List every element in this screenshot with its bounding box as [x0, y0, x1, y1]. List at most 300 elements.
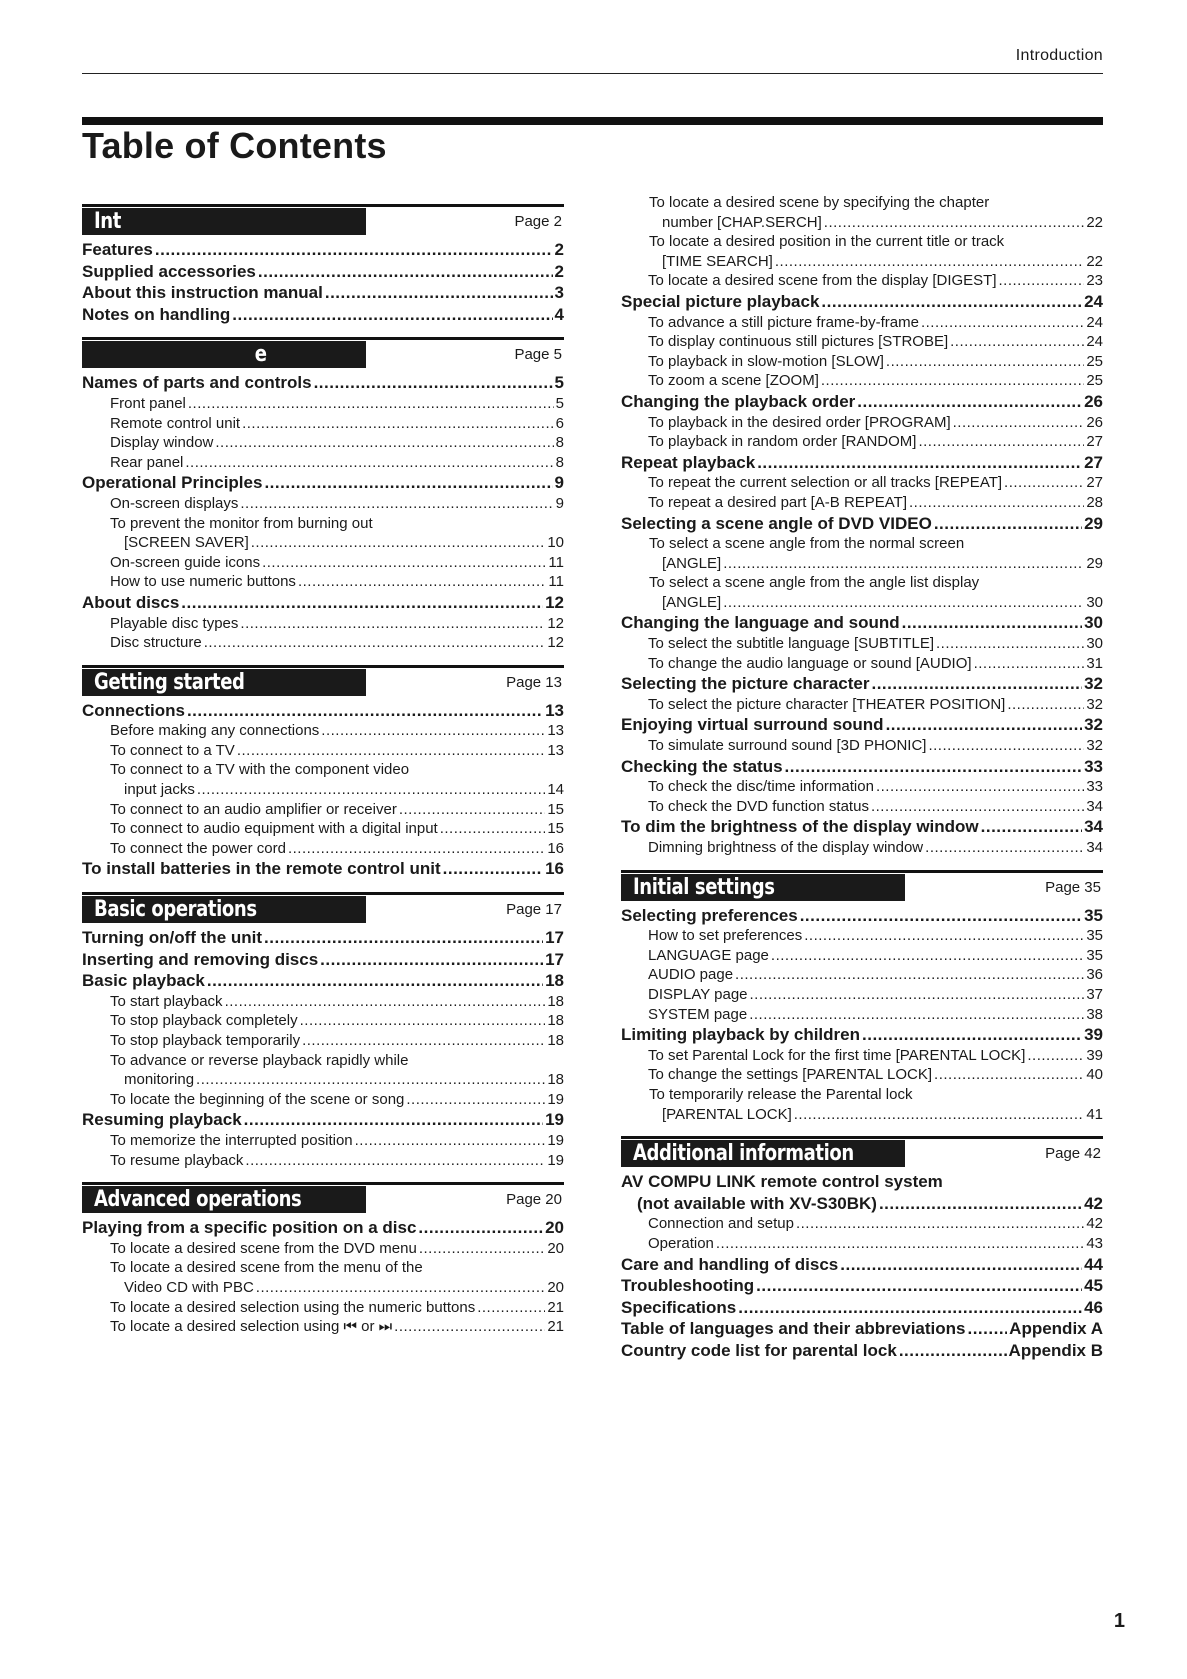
- dot-leader: [775, 252, 1084, 272]
- toc-page-ref: 38: [1086, 1005, 1103, 1023]
- toc-entry-title: To stop playback completely: [110, 1012, 298, 1030]
- toc-page-ref: 44: [1084, 1254, 1103, 1274]
- toc-entry-title: To check the disc/time information: [648, 778, 874, 796]
- section-page-label: Page 2: [514, 213, 562, 230]
- toc-entry-title: To playback in slow-motion [SLOW]: [648, 352, 884, 370]
- toc-page-ref: 24: [1084, 291, 1103, 311]
- dot-leader: [899, 1340, 1007, 1362]
- toc-entry-to-locate-a-desired-scene-by-specifying-[interactable]: [621, 213, 1103, 233]
- toc-entry-system-page[interactable]: [621, 1005, 1103, 1025]
- toc-page-ref: 36: [1086, 966, 1103, 984]
- toc-entry-to-check-the-dvd-function-status[interactable]: [621, 797, 1103, 817]
- dot-leader: [187, 700, 543, 722]
- section-page-label: Page 20: [506, 1191, 562, 1209]
- toc-entry-title: To dim the brightness of the display window: [621, 817, 979, 837]
- toc-entry-title: To connect the power cord: [110, 839, 286, 857]
- toc-entry-to-advance-or-reverse-playback-rapidly-w[interactable]: [82, 1070, 564, 1090]
- toc-entry-to-locate-a-desired-scene-from-the-menu-[interactable]: [82, 1278, 564, 1298]
- toc-entry-connections[interactable]: [82, 700, 564, 722]
- toc-entry-on-screen-guide-icons[interactable]: [82, 553, 564, 573]
- toc-entry-line: To advance or reverse playback rapidly while: [110, 1051, 409, 1069]
- toc-page-ref: 30: [1086, 593, 1103, 611]
- toc-entry-repeat-playback[interactable]: [621, 452, 1103, 474]
- toc-entry-how-to-set-preferences[interactable]: [621, 926, 1103, 946]
- dot-leader: [288, 839, 545, 859]
- toc-entry-to-stop-playback-temporarily[interactable]: [82, 1031, 564, 1051]
- toc-entry-title: To change the settings [PARENTAL LOCK]: [648, 1066, 933, 1084]
- toc-entry-title: To repeat the current selection or all tracks [REPEAT]: [648, 474, 1003, 492]
- toc-page-ref: 32: [1084, 674, 1103, 694]
- toc-entry-enjoying-virtual-surround-sound[interactable]: [621, 714, 1103, 736]
- toc-entry-to-playback-in-random-order-random[interactable]: [621, 432, 1103, 452]
- toc-entry-on-screen-displays[interactable]: [82, 494, 564, 514]
- toc-entry-remote-control-unit[interactable]: [82, 414, 564, 434]
- dot-leader: [321, 721, 545, 741]
- section-header: [621, 1136, 1103, 1169]
- toc-page-ref: 39: [1086, 1046, 1103, 1064]
- toc-entry-features[interactable]: [82, 239, 564, 261]
- toc-page-ref: 27: [1084, 452, 1103, 472]
- toc-entry-supplied-accessories[interactable]: [82, 261, 564, 283]
- toc-entry-to-connect-to-a-tv-with-the-component-vi[interactable]: [82, 780, 564, 800]
- dot-leader: [443, 858, 543, 880]
- section-heading-band: [82, 896, 366, 923]
- toc-page-ref: 11: [548, 553, 564, 571]
- toc-entry-playable-disc-types[interactable]: [82, 614, 564, 634]
- toc-entry-operation[interactable]: [621, 1234, 1103, 1254]
- toc-page-ref: 19: [547, 1131, 564, 1149]
- toc-entry-to-connect-to-a-tv[interactable]: [82, 741, 564, 761]
- toc-entry-to-dim-the-brightness-of-the-display-win[interactable]: [621, 816, 1103, 838]
- toc-entry-inserting-and-removing-discs[interactable]: [82, 949, 564, 971]
- toc-entry-title: Country code list for parental lock: [621, 1340, 897, 1360]
- toc-entry-playing-from-a-specific-position-on-a-di[interactable]: [82, 1217, 564, 1239]
- dot-leader: [256, 1278, 546, 1298]
- dot-leader: [840, 1254, 1082, 1276]
- toc-entry-title: Remote control unit: [110, 414, 241, 432]
- toc-entry-notes-on-handling[interactable]: [82, 304, 564, 326]
- toc-page-ref: 12: [547, 614, 564, 632]
- dot-leader: [1007, 695, 1084, 715]
- toc-page-ref: 18: [547, 992, 564, 1010]
- dot-leader: [735, 965, 1084, 985]
- toc-page-ref: 20: [547, 1239, 564, 1257]
- dot-leader: [207, 970, 543, 992]
- toc-page-ref: 35: [1086, 927, 1103, 945]
- toc-page-ref: 27: [1086, 474, 1103, 492]
- dot-leader: [258, 261, 553, 283]
- toc-entry-to-locate-a-desired-selection-using-the-[interactable]: [82, 1298, 564, 1318]
- toc-entry-changing-the-playback-order[interactable]: [621, 391, 1103, 413]
- toc-entry-before-making-any-connections[interactable]: [82, 721, 564, 741]
- toc-entry-title: To change the audio language or sound [AUDIO]: [648, 654, 972, 672]
- toc-entry-country-code-list-for-parental-lock[interactable]: [621, 1340, 1103, 1362]
- toc-entry-line: AV COMPU LINK remote control system: [621, 1172, 943, 1192]
- toc-entry-to-zoom-a-scene-zoom[interactable]: [621, 371, 1103, 391]
- dot-leader: [999, 271, 1085, 291]
- dot-leader: [196, 1070, 545, 1090]
- toc-page-ref: 3: [554, 283, 564, 303]
- dot-leader: [242, 414, 554, 434]
- title-bar: [82, 117, 1103, 125]
- toc-entry-front-panel[interactable]: [82, 394, 564, 414]
- toc-entry-about-discs[interactable]: [82, 592, 564, 614]
- toc-entry-line: To temporarily release the Parental lock: [649, 1085, 913, 1103]
- toc-entry-title: monitoring: [124, 1071, 195, 1089]
- toc-entry-title: Selecting the picture character: [621, 674, 870, 694]
- dot-leader: [934, 1065, 1084, 1085]
- toc-entry-title: Care and handling of discs: [621, 1254, 839, 1274]
- dot-leader: [1004, 473, 1084, 493]
- toc-entry-to-select-a-scene-angle-from-the-normal-[interactable]: [621, 554, 1103, 574]
- dot-leader: [871, 797, 1084, 817]
- toc-entry-title: Special picture playback: [621, 291, 820, 311]
- dot-leader: [716, 1234, 1084, 1254]
- toc-page-ref: 39: [1084, 1025, 1103, 1045]
- dot-leader: [936, 634, 1084, 654]
- toc-entry-basic-playback[interactable]: [82, 970, 564, 992]
- dot-leader: [756, 1275, 1082, 1297]
- dot-leader: [300, 1011, 546, 1031]
- toc-page-ref: Appendix A: [1009, 1319, 1103, 1339]
- toc-entry-title: LANGUAGE page: [648, 946, 769, 964]
- dot-leader: [204, 633, 546, 653]
- section-heading: Basic operations: [94, 897, 257, 923]
- section-heading-band: [621, 1140, 905, 1167]
- toc-page-ref: 42: [1086, 1215, 1103, 1233]
- page-title: Table of Contents: [82, 125, 387, 166]
- toc-entry-title: Selecting preferences: [621, 905, 798, 925]
- toc-entry-selecting-a-scene-angle-of-dvd-video[interactable]: [621, 513, 1103, 535]
- toc-entry-to-install-batteries-in-the-remote-contr[interactable]: [82, 858, 564, 880]
- toc-entry-title: Specifications: [621, 1297, 737, 1317]
- toc-entry-turning-on-off-the-unit[interactable]: [82, 927, 564, 949]
- toc-entry-connection-and-setup[interactable]: [621, 1214, 1103, 1234]
- dot-leader: [876, 777, 1084, 797]
- toc-entry-title: Operation: [648, 1234, 714, 1252]
- toc-entry-title: Selecting a scene angle of DVD VIDEO: [621, 513, 932, 533]
- section-page-label: Page 13: [506, 673, 562, 691]
- toc-entry-changing-the-language-and-sound[interactable]: [621, 612, 1103, 634]
- dot-leader: [262, 553, 546, 573]
- section-header: [82, 1182, 564, 1215]
- toc-entry-title: [ANGLE]: [662, 593, 722, 611]
- toc-entry-title: Resuming playback: [82, 1110, 242, 1130]
- toc-entry-title: Features: [82, 240, 153, 259]
- toc-page-ref: 2: [554, 240, 564, 259]
- toc-page-ref: 33: [1086, 778, 1103, 796]
- dot-leader: [749, 1005, 1084, 1025]
- dot-leader: [215, 433, 553, 453]
- toc-entry-title: (not available with XV-S30BK): [637, 1193, 877, 1213]
- dot-leader: [188, 394, 554, 414]
- toc-entry-to-connect-to-an-audio-amplifier-or-rece[interactable]: [82, 800, 564, 820]
- toc-entry-title: To display continuous still pictures [STROBE]: [648, 333, 949, 351]
- dot-leader: [181, 592, 543, 614]
- toc-entry-title: Playable disc types: [110, 614, 239, 632]
- toc-entry-title: To playback in the desired order [PROGRAM]: [648, 413, 951, 431]
- dot-leader: [862, 1024, 1082, 1046]
- toc-entry-special-picture-playback[interactable]: [621, 291, 1103, 313]
- toc-entry-title: To locate a desired scene from the display [DIGEST]: [648, 272, 997, 290]
- toc-entry-title: To repeat a desired part [A-B REPEAT]: [648, 493, 908, 511]
- toc-section-continued: [621, 193, 1103, 858]
- dot-leader: [237, 741, 546, 761]
- toc-entry-title: To simulate surround sound [3D PHONIC]: [648, 737, 927, 755]
- section-heading-band: [82, 208, 366, 235]
- toc-entry-title: AUDIO page: [648, 966, 734, 984]
- dot-leader: [355, 1131, 546, 1151]
- dot-leader: [723, 593, 1084, 613]
- section-page-label: Page 42: [1045, 1145, 1101, 1163]
- section-heading: Advanced operations: [94, 1187, 302, 1213]
- toc-entry-title: To select the subtitle language [SUBTITLE]: [648, 635, 934, 653]
- toc-page-ref: 5: [554, 373, 564, 393]
- toc-entry-care-and-handling-of-discs[interactable]: [621, 1254, 1103, 1276]
- section-heading: e: [254, 342, 267, 368]
- dot-leader: [240, 494, 553, 514]
- toc-page-ref: 15: [547, 820, 564, 838]
- toc-page-ref: 12: [547, 634, 564, 652]
- toc-page-ref: 27: [1086, 433, 1103, 451]
- toc-entry-to-select-a-scene-angle-from-the-angle-l[interactable]: [621, 593, 1103, 613]
- toc-entry-title: To set Parental Lock for the first time [PARENTAL LOCK]: [648, 1046, 1026, 1064]
- toc-entry-to-locate-the-beginning-of-the-scene-or-[interactable]: [82, 1090, 564, 1110]
- section-heading-band: [82, 341, 366, 368]
- dot-leader: [928, 736, 1084, 756]
- dot-leader: [245, 1151, 545, 1171]
- toc-entry-to-resume-playback[interactable]: [82, 1151, 564, 1171]
- toc-entry-line: To prevent the monitor from burning out: [110, 514, 373, 532]
- toc-entry-to-temporarily-release-the-parental-lock[interactable]: [621, 1105, 1103, 1125]
- toc-entry-checking-the-status[interactable]: [621, 756, 1103, 778]
- toc-page-ref: 29: [1086, 554, 1103, 572]
- toc-entry-to-repeat-the-current-selection-or-all-t[interactable]: [621, 473, 1103, 493]
- toc-page-ref: 8: [555, 453, 564, 471]
- dot-leader: [918, 432, 1084, 452]
- toc-section-e: [82, 337, 564, 652]
- dot-leader: [925, 838, 1084, 858]
- toc-entry-to-check-the-disc-time-information[interactable]: [621, 777, 1103, 797]
- dot-leader: [232, 304, 552, 326]
- dot-leader: [800, 905, 1082, 927]
- toc-entry-title: How to set preferences: [648, 927, 803, 945]
- toc-page-ref: 43: [1086, 1234, 1103, 1252]
- toc-entry-to-set-parental-lock-for-the-first-time-[interactable]: [621, 1046, 1103, 1066]
- dot-leader: [419, 1239, 545, 1259]
- section-page-label: Page 17: [506, 901, 562, 919]
- toc-entry-dimning-brightness-of-the-display-window[interactable]: [621, 838, 1103, 858]
- toc-entry-to-select-the-subtitle-language-subtitle[interactable]: [621, 634, 1103, 654]
- toc-page-ref: 9: [555, 494, 564, 512]
- toc-entry-to-stop-playback-completely[interactable]: [82, 1011, 564, 1031]
- toc-page-ref: 24: [1086, 333, 1103, 351]
- dot-leader: [909, 493, 1084, 513]
- toc-left-column: [82, 204, 564, 1349]
- toc-entry-how-to-use-numeric-buttons[interactable]: [82, 572, 564, 592]
- toc-entry-title: [SCREEN SAVER]: [124, 534, 249, 552]
- toc-entry-title: Repeat playback: [621, 452, 756, 472]
- toc-entry-to-connect-the-power-cord[interactable]: [82, 839, 564, 859]
- toc-entry-title: Connection and setup: [648, 1215, 794, 1233]
- toc-page-ref: 23: [1086, 272, 1103, 290]
- toc-entry-to-locate-a-desired-scene-from-the-dvd-m[interactable]: [82, 1239, 564, 1259]
- toc-page-ref: 10: [547, 534, 564, 552]
- dot-leader: [302, 1031, 545, 1051]
- toc-entry-to-simulate-surround-sound-3d-phonic[interactable]: [621, 736, 1103, 756]
- toc-entry-resuming-playback[interactable]: [82, 1109, 564, 1131]
- toc-entry-disc-structure[interactable]: [82, 633, 564, 653]
- dot-leader: [314, 372, 553, 394]
- toc-page-ref: 25: [1086, 372, 1103, 390]
- toc-entry-to-playback-in-slow-motion-slow[interactable]: [621, 352, 1103, 372]
- toc-page-ref: 17: [545, 928, 564, 948]
- toc-entry-display-window[interactable]: [82, 433, 564, 453]
- toc-entry-title: To start playback: [110, 992, 223, 1010]
- dot-leader: [794, 1105, 1085, 1125]
- section-heading: Getting started: [94, 669, 245, 695]
- toc-entry-title: Display window: [110, 434, 214, 452]
- dot-leader: [394, 1317, 545, 1337]
- toc-section-int: [82, 204, 564, 325]
- toc-entry-selecting-the-picture-character[interactable]: [621, 673, 1103, 695]
- toc-page-ref: 22: [1086, 252, 1103, 270]
- toc-entry-title: About this instruction manual: [82, 283, 323, 303]
- dot-leader: [225, 992, 546, 1012]
- toc-entry-to-start-playback[interactable]: [82, 992, 564, 1012]
- toc-entry-to-advance-a-still-picture-frame-by-fram[interactable]: [621, 313, 1103, 333]
- toc-entry-title: Operational Principles: [82, 473, 263, 493]
- toc-page-ref: 30: [1084, 613, 1103, 633]
- dot-leader: [757, 452, 1082, 474]
- toc-entry-limiting-playback-by-children[interactable]: [621, 1024, 1103, 1046]
- dot-leader: [320, 949, 543, 971]
- toc-page-ref: 18: [547, 1012, 564, 1030]
- toc-page-ref: 18: [545, 971, 564, 991]
- toc-entry-to-change-the-settings-parental-lock[interactable]: [621, 1065, 1103, 1085]
- toc-entry-title: To connect to an audio amplifier or receiver: [110, 800, 397, 818]
- toc-entry-to-select-the-picture-character-theater-[interactable]: [621, 695, 1103, 715]
- dot-leader: [871, 673, 1082, 695]
- toc-entry-title: Before making any connections: [110, 722, 320, 740]
- toc-entry-display-page[interactable]: [621, 985, 1103, 1005]
- toc-entry-title: To locate a desired selection using the numeric buttons: [110, 1298, 476, 1316]
- toc-page-ref: 4: [554, 304, 564, 324]
- toc-entry-title: Table of languages and their abbreviations: [621, 1319, 966, 1339]
- toc-page-ref: 16: [547, 839, 564, 857]
- toc-page-ref: 35: [1084, 905, 1103, 925]
- toc-entry-to-locate-a-desired-position-in-the-curr[interactable]: [621, 252, 1103, 272]
- toc-entry-title: Disc structure: [110, 634, 202, 652]
- toc-entry-to-locate-a-desired-scene-from-the-displ[interactable]: [621, 271, 1103, 291]
- toc-entry-title: Notes on handling: [82, 304, 231, 324]
- toc-entry-title: On-screen guide icons: [110, 553, 261, 571]
- toc-entry-to-change-the-audio-language-or-sound-au[interactable]: [621, 654, 1103, 674]
- toc-entry-to-repeat-a-desired-part-a-b-repeat[interactable]: [621, 493, 1103, 513]
- dot-leader: [418, 1217, 543, 1239]
- dot-leader: [399, 800, 545, 820]
- toc-entry-to-playback-in-the-desired-order-program[interactable]: [621, 413, 1103, 433]
- toc-entry-to-display-continuous-still-pictures-str[interactable]: [621, 332, 1103, 352]
- toc-page-ref: 14: [547, 781, 564, 799]
- toc-page-ref: 40: [1086, 1066, 1103, 1084]
- toc-page-ref: 21: [547, 1318, 564, 1336]
- dot-leader: [738, 1297, 1082, 1319]
- toc-entry-title: To playback in random order [RANDOM]: [648, 433, 917, 451]
- toc-entry-troubleshooting[interactable]: [621, 1275, 1103, 1297]
- toc-page-ref: 20: [547, 1278, 564, 1296]
- toc-entry-line: To locate a desired scene by specifying the chapter: [649, 194, 990, 211]
- dot-leader: [251, 533, 546, 553]
- toc-entry-title: To select the picture character [THEATER POSITION]: [648, 695, 1006, 713]
- dot-leader: [264, 927, 543, 949]
- toc-entry-av-compu-link-remote-control-system[interactable]: [621, 1193, 1103, 1215]
- toc-page-ref: 41: [1086, 1105, 1103, 1123]
- toc-page-ref: 32: [1086, 737, 1103, 755]
- section-heading-band: [82, 1186, 366, 1213]
- toc-page-ref: 34: [1086, 839, 1103, 856]
- toc-entry-title: Limiting playback by children: [621, 1025, 860, 1045]
- dot-leader: [785, 756, 1083, 778]
- section-page-label: Page 5: [514, 346, 562, 364]
- dot-leader: [804, 926, 1084, 946]
- toc-entry-title: [ANGLE]: [662, 554, 722, 572]
- toc-page-ref: 20: [545, 1218, 564, 1238]
- toc-entry-names-of-parts-and-controls[interactable]: [82, 372, 564, 394]
- toc-entry-operational-principles[interactable]: [82, 472, 564, 494]
- toc-page-ref: 29: [1084, 513, 1103, 533]
- dot-leader: [886, 352, 1084, 372]
- toc-entry-title: To connect to a TV: [110, 741, 235, 759]
- toc-entry-title: Connections: [82, 700, 185, 720]
- toc-page-ref: 26: [1084, 391, 1103, 411]
- dot-leader: [771, 946, 1084, 966]
- toc-entry-specifications[interactable]: [621, 1297, 1103, 1319]
- dot-leader: [967, 1318, 1007, 1340]
- toc-page-ref: 35: [1086, 946, 1103, 964]
- toc-entry-line: To locate a desired position in the current title or track: [649, 233, 1005, 251]
- toc-entry-rear-panel[interactable]: [82, 453, 564, 473]
- dot-leader: [921, 313, 1084, 333]
- toc-entry-to-prevent-the-monitor-from-burning-out[interactable]: [82, 533, 564, 553]
- toc-page-ref: 16: [545, 859, 564, 879]
- toc-entry-line: To select a scene angle from the normal screen: [649, 535, 965, 553]
- toc-entry-about-this-instruction-manual[interactable]: [82, 282, 564, 304]
- toc-page-ref: 18: [547, 1032, 564, 1049]
- toc-entry-audio-page[interactable]: [621, 965, 1103, 985]
- toc-entry-line: To locate a desired scene from the menu of the: [110, 1259, 423, 1277]
- toc-entry-to-memorize-the-interrupted-position[interactable]: [82, 1131, 564, 1151]
- toc-page-ref: 32: [1086, 695, 1103, 713]
- toc-entry-table-of-languages-and-their-abbreviatio[interactable]: [621, 1318, 1103, 1340]
- section-header: [82, 892, 564, 925]
- section-heading: Initial settings: [633, 874, 775, 900]
- dot-leader: [244, 1109, 543, 1131]
- toc-entry-language-page[interactable]: [621, 946, 1103, 966]
- toc-entry-selecting-preferences[interactable]: [621, 905, 1103, 927]
- toc-page-ref: 24: [1086, 313, 1103, 331]
- dot-leader: [197, 780, 545, 800]
- toc-entry-to-locate-a-desired-selection-using-or[interactable]: [82, 1317, 564, 1337]
- toc-page-ref: 46: [1084, 1297, 1103, 1317]
- toc-entry-title: To locate the beginning of the scene or song: [110, 1090, 405, 1108]
- toc-entry-title: Troubleshooting: [621, 1276, 755, 1296]
- toc-entry-to-connect-to-audio-equipment-with-a-dig[interactable]: [82, 819, 564, 839]
- toc-page-ref: 25: [1086, 352, 1103, 370]
- toc-entry-title: Changing the playback order: [621, 391, 856, 411]
- toc-entry-title: Supplied accessories: [82, 261, 256, 281]
- toc-page-ref: 6: [555, 414, 564, 432]
